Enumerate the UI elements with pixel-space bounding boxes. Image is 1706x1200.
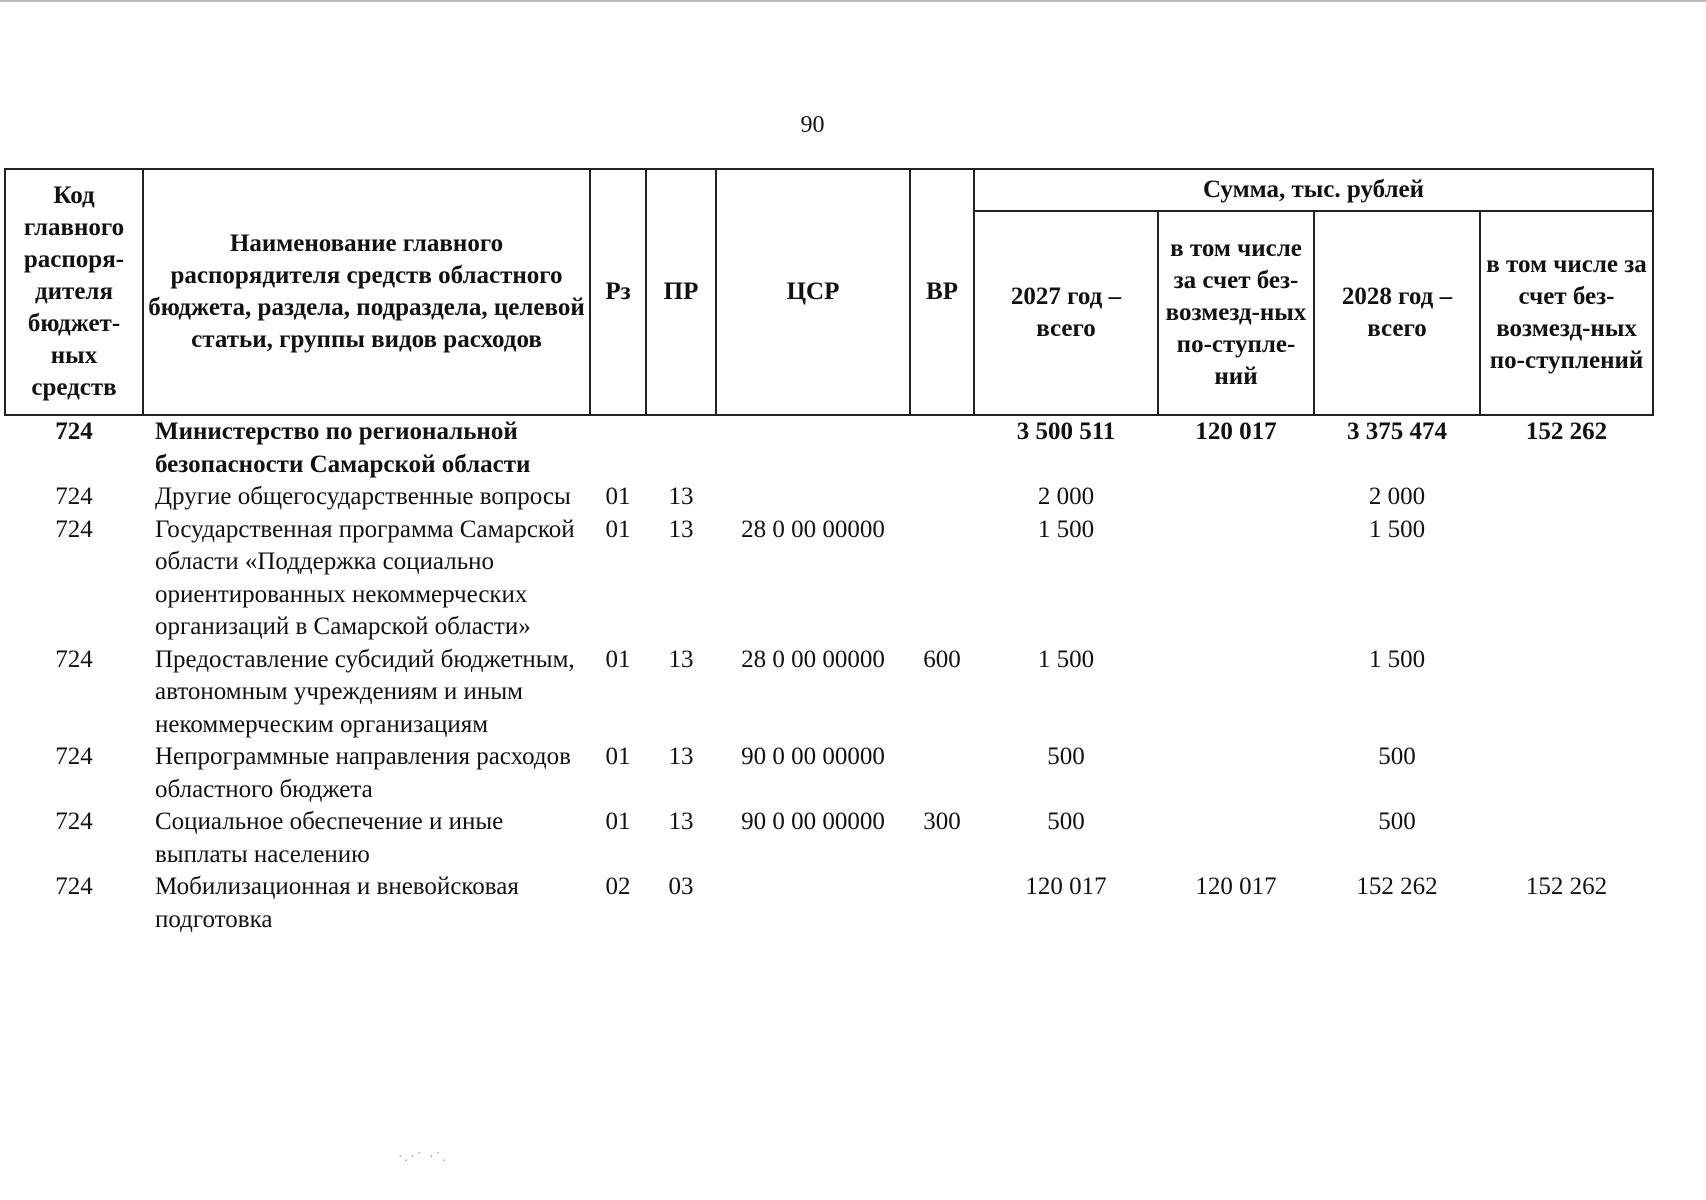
cell-2028-total: 500 <box>1378 808 1416 835</box>
cell-rz: 01 <box>605 808 631 835</box>
cell-rz: 01 <box>605 645 631 673</box>
cell-name: Предоставление субсидий бюджетным, автономным учреждениям и иным некоммерческим организациям <box>155 645 575 738</box>
cell-2028-free <box>1480 481 1653 514</box>
cell-csr: 28 0 00 00000 <box>741 515 885 543</box>
cell-name: Государственная программа Самарской области «Поддержка социально ориентированных некоммерческих организаций в Самарской области» <box>155 515 575 640</box>
cell-name: Другие общегосударственные вопросы <box>155 483 571 510</box>
cell-pr: 13 <box>668 515 694 543</box>
header-row-top <box>5 169 1653 211</box>
table-body <box>5 415 1653 936</box>
table-row <box>5 481 1653 514</box>
cell-vr: 300 <box>923 808 961 835</box>
cell-2028-free <box>1480 741 1653 806</box>
table-row <box>5 415 1653 481</box>
header-csr: ЦСР <box>716 169 910 415</box>
cell-name: Непрограммные направления расходов областного бюджета <box>155 743 571 803</box>
scan-speck: ·.·˙ ·˙. <box>398 1150 448 1165</box>
header-2027-free: в том числе за счет без-возмезд-ных по-ступле-ний <box>1158 211 1314 415</box>
cell-2027-total: 3 500 511 <box>1016 418 1116 445</box>
header-code: Код главного распоря-дителя бюджет-ных средств <box>5 169 143 415</box>
cell-2028-total: 500 <box>1378 743 1416 770</box>
cell-2027-free: 120 017 <box>1195 418 1277 445</box>
header-sum-group: Сумма, тыс. рублей <box>974 169 1653 211</box>
cell-csr <box>716 871 910 936</box>
cell-pr: 13 <box>668 808 694 835</box>
cell-rz <box>590 415 646 481</box>
cell-vr <box>910 415 974 481</box>
cell-vr <box>910 741 974 806</box>
cell-name: Социальное обеспечение и иные выплаты населению <box>155 808 504 868</box>
table-row <box>5 644 1653 742</box>
cell-code: 724 <box>55 808 93 835</box>
cell-2028-free <box>1480 514 1653 644</box>
budget-table <box>4 168 1654 936</box>
cell-2027-total: 500 <box>1047 808 1085 835</box>
header-name: Наименование главного распорядителя средств областного бюджета, раздела, подраздела, целевой статьи, группы видов расходов <box>143 169 590 415</box>
cell-2028-free <box>1480 644 1653 742</box>
page-top-edge <box>0 0 1706 2</box>
header-vr: ВР <box>910 169 974 415</box>
cell-2027-total: 2 000 <box>1037 483 1095 510</box>
cell-2027-free: 120 017 <box>1195 873 1277 900</box>
cell-vr <box>910 481 974 514</box>
page-number: 90 <box>800 112 825 138</box>
cell-csr <box>716 481 910 514</box>
cell-code: 724 <box>55 743 93 770</box>
cell-csr: 90 0 00 00000 <box>741 808 885 835</box>
cell-2027-total: 120 017 <box>1025 873 1107 900</box>
cell-rz: 01 <box>605 743 631 770</box>
cell-vr <box>910 871 974 936</box>
cell-2027-total: 1 500 <box>1037 645 1095 673</box>
cell-2028-total: 1 500 <box>1368 645 1426 673</box>
cell-rz: 01 <box>605 515 631 543</box>
table-row <box>5 806 1653 871</box>
header-rz: Рз <box>590 169 646 415</box>
cell-code: 724 <box>55 483 93 510</box>
cell-rz: 01 <box>605 483 631 510</box>
header-2028-free: в том числе за счет без-возмезд-ных по-ступлений <box>1480 211 1653 415</box>
cell-name: Министерство по региональной безопасности Самарской области <box>155 418 531 478</box>
cell-2028-total: 2 000 <box>1368 483 1426 510</box>
cell-2027-free <box>1158 514 1314 644</box>
cell-name: Мобилизационная и вневойсковая подготовка <box>155 873 519 933</box>
table-row <box>5 741 1653 806</box>
cell-2027-free <box>1158 806 1314 871</box>
cell-pr: 13 <box>668 483 694 510</box>
header-pr: ПР <box>646 169 716 415</box>
cell-2028-free <box>1480 806 1653 871</box>
header-2028-total: 2028 год – всего <box>1314 211 1480 415</box>
cell-2027-free <box>1158 741 1314 806</box>
table-row <box>5 871 1653 936</box>
cell-code: 724 <box>55 515 93 543</box>
cell-code: 724 <box>55 873 93 900</box>
cell-pr: 13 <box>668 645 694 673</box>
cell-csr: 90 0 00 00000 <box>741 743 885 770</box>
cell-2028-total: 1 500 <box>1368 515 1426 543</box>
cell-2027-free <box>1158 644 1314 742</box>
cell-vr: 600 <box>923 645 961 673</box>
cell-2027-total: 1 500 <box>1037 515 1095 543</box>
table-row <box>5 514 1653 644</box>
cell-pr: 13 <box>668 743 694 770</box>
cell-csr <box>716 415 910 481</box>
cell-vr <box>910 514 974 644</box>
cell-2028-free: 152 262 <box>1525 418 1608 445</box>
cell-code: 724 <box>55 418 93 445</box>
cell-2028-free: 152 262 <box>1525 873 1608 900</box>
cell-code: 724 <box>55 645 93 673</box>
table-header <box>5 169 1653 415</box>
header-2027-total: 2027 год – всего <box>974 211 1158 415</box>
cell-2027-total: 500 <box>1047 743 1085 770</box>
cell-pr: 03 <box>668 873 694 900</box>
cell-rz: 02 <box>605 873 631 900</box>
cell-2028-total: 3 375 474 <box>1347 418 1447 445</box>
cell-csr: 28 0 00 00000 <box>741 645 885 673</box>
cell-2027-free <box>1158 481 1314 514</box>
cell-pr <box>646 415 716 481</box>
cell-2028-total: 152 262 <box>1356 873 1438 900</box>
